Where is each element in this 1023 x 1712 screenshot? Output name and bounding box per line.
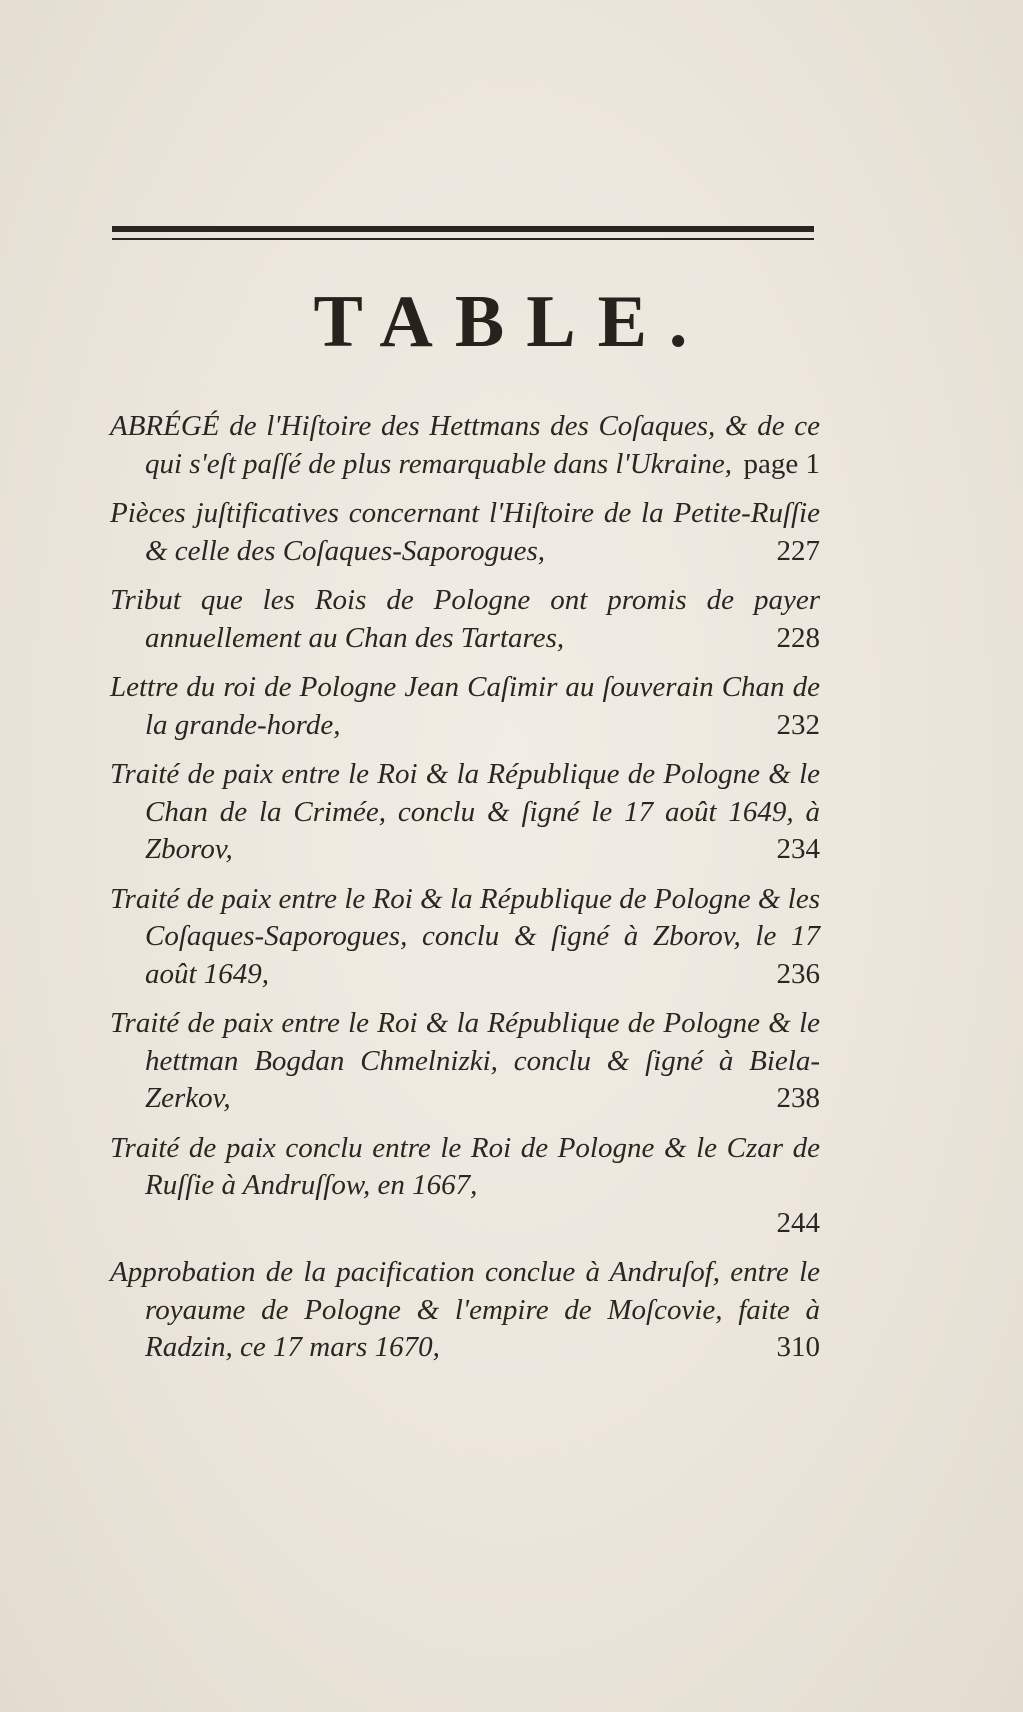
toc-entry — [110, 495, 820, 570]
toc-entry-text: Pièces juſtificatives concernant l'Hiſtoire de la Petite-Ruſſie & celle des Coſaques-Saporogues, — [110, 497, 820, 567]
header-rule-thick — [112, 226, 814, 232]
toc-entry — [110, 669, 820, 744]
toc-entry — [110, 582, 820, 657]
toc-entry — [110, 1130, 820, 1243]
toc-entry-page: 310 — [776, 1331, 820, 1363]
toc-entry-text: Traité de paix entre le Roi & la République de Pologne & le hettman Bogdan Chmelnizki, conclu & ſigné à Biela-Zerkov, — [110, 1007, 820, 1114]
toc-entry-page: 236 — [776, 957, 820, 990]
toc-entry-page: 227 — [776, 534, 820, 567]
toc-entry — [110, 881, 820, 994]
toc-entry-text: Traité de paix entre le Roi & la République de Pologne & le Chan de la Crimée, conclu & ſigné le 17 août 1649, à Zborov, — [110, 758, 820, 865]
toc-entry-page: page 1 — [743, 447, 820, 480]
toc-entry — [110, 1005, 820, 1118]
toc-entry — [110, 756, 820, 869]
toc-entry — [110, 1254, 820, 1367]
toc-entry-page: 238 — [776, 1082, 820, 1114]
table-of-contents — [110, 408, 820, 1379]
page-title: TABLE. — [313, 281, 710, 363]
toc-entry-page: 244 — [776, 1206, 820, 1239]
header-rule-thin — [112, 238, 814, 240]
toc-entry-page: 234 — [776, 833, 820, 865]
toc-entry-page: 228 — [776, 621, 820, 654]
toc-entry-text: Approbation de la pacification conclue à Andruſof, entre le royaume de Pologne & l'empire de Moſcovie, faite à Radzin, ce 17 mars 1670, — [110, 1256, 820, 1363]
toc-entry-text: Traité de paix conclu entre le Roi de Pologne & le Czar de Ruſſie à Andruſſow, en 1667, — [110, 1131, 820, 1201]
toc-entry-page: 232 — [776, 708, 820, 741]
toc-entry-text: Traité de paix entre le Roi & la République de Pologne & les Coſaques-Saporogues, conclu & ſigné à Zborov, le 17 août 1649, — [110, 882, 820, 990]
toc-entry-text: Lettre du roi de Pologne Jean Caſimir au ſouverain Chan de la grande-horde, — [110, 671, 820, 741]
toc-entry — [110, 408, 820, 483]
toc-entry-text: Tribut que les Rois de Pologne ont promis de payer annuellement au Chan des Tartares, — [110, 584, 820, 654]
toc-entry-text: ABRÉGÉ de l'Hiſtoire des Hettmans des Coſaques, & de ce qui s'eſt paſſé de plus remarquable dans l'Ukraine, — [110, 410, 820, 480]
